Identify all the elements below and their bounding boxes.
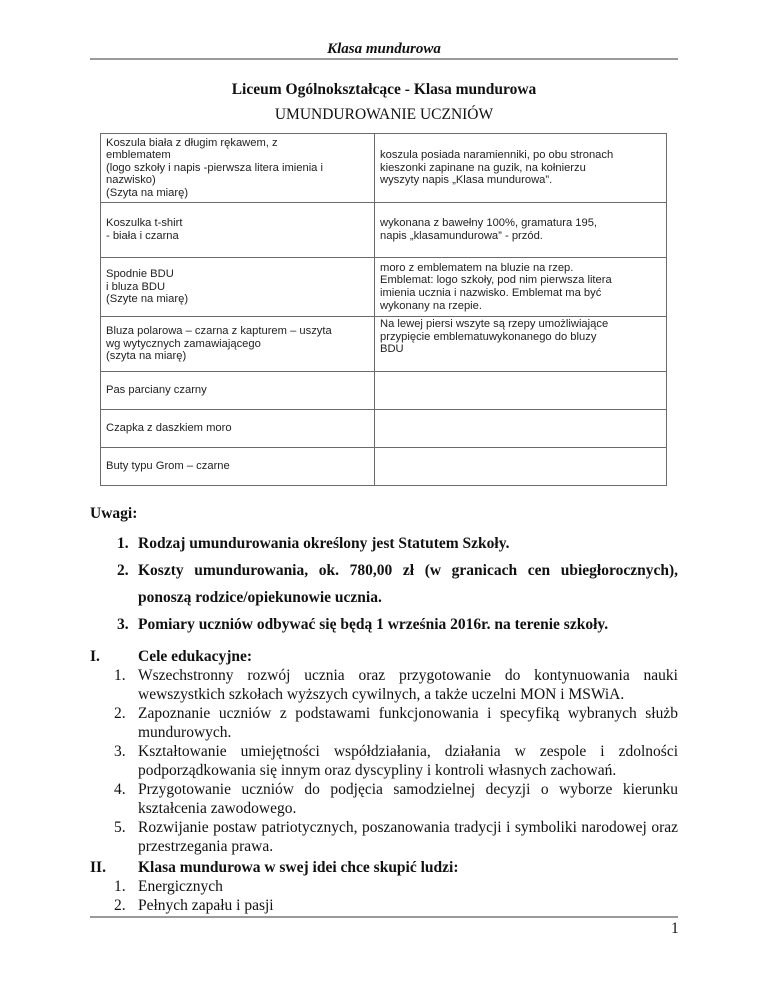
table-row bbox=[101, 410, 667, 448]
cell-line: wyszyty napis „Klasa mundurowa”. bbox=[380, 174, 553, 187]
list-item-number: 1. bbox=[114, 667, 126, 684]
section-heading bbox=[90, 858, 678, 877]
section-number: I. bbox=[90, 648, 100, 665]
cell-line: wykonana z bawełny 100%, gramatura 195, bbox=[380, 217, 598, 230]
note-text: Koszty umundurowania, ok. 780,00 zł (w granicach cen ubiegłorocznych), ponoszą rodzice/opiekunowie ucznia. bbox=[138, 562, 678, 606]
cell-line: koszula posiada naramienniki, po obu stronach bbox=[380, 149, 614, 162]
cell-line: Czapka z daszkiem moro bbox=[106, 422, 232, 435]
note-text: Pomiary uczniów odbywać się będą 1 września 2016r. na terenie szkoły. bbox=[138, 616, 609, 633]
list-item-text: Zapoznanie uczniów z podstawami funkcjonowania i specyfiką wybranych służb mundurowych. bbox=[138, 705, 678, 741]
cell-line: Na lewej piersi wszyte są rzepy umożliwiające bbox=[380, 318, 609, 330]
description-cell bbox=[375, 410, 667, 448]
cell-line: - biała i czarna bbox=[106, 230, 179, 242]
cell-line: imienia ucznia i nazwisko. Emblemat ma być bbox=[380, 287, 602, 299]
list-item-number: 1. bbox=[114, 878, 126, 895]
cell-line: i bluza BDU bbox=[106, 280, 166, 293]
list-item-number: 2. bbox=[114, 897, 126, 914]
cell-line: wg wytycznych zamawiającego bbox=[106, 337, 261, 350]
item-cell bbox=[101, 317, 375, 372]
description-cell bbox=[375, 317, 667, 372]
list-item-text: Wszechstronny rozwój ucznia oraz przygotowanie do kontynuowania nauki wewszystkich szkołach wyższych cywilnych, a także uczelni MON i MSWiA. bbox=[138, 667, 678, 703]
cell-line: moro z emblematem na bluzie na rzep. bbox=[380, 261, 574, 274]
note-number: 2. bbox=[117, 562, 129, 579]
item-cell bbox=[101, 258, 375, 317]
section-heading bbox=[90, 647, 678, 666]
section-title: Klasa mundurowa w swej idei chce skupić ludzi: bbox=[138, 859, 459, 876]
cell-line: Pas parciany czarny bbox=[106, 384, 207, 397]
item-cell bbox=[101, 410, 375, 448]
running-header: Klasa mundurowa bbox=[327, 41, 441, 57]
item-cell bbox=[101, 203, 375, 258]
table-row bbox=[101, 258, 667, 317]
cell-line: (Szyte na miarę) bbox=[106, 293, 189, 306]
cell-line: Spodnie BDU bbox=[106, 268, 174, 281]
cell-line: emblematem bbox=[106, 149, 171, 162]
list-item bbox=[90, 896, 678, 915]
document-subtitle: UMUNDUROWANIE UCZNIÓW bbox=[274, 106, 494, 123]
cell-line: BDU bbox=[380, 343, 404, 356]
table-row bbox=[101, 317, 667, 372]
description-cell bbox=[375, 134, 667, 203]
list-item-number: 3. bbox=[114, 743, 126, 760]
list-item bbox=[90, 666, 678, 704]
cell-line: (logo szkoły i napis -pierwsza litera imienia i bbox=[106, 161, 323, 174]
list-item-text: Kształtowanie umiejętności współdziałania, działania w zespole i zdolności podporządkowania się innym oraz dyscypliny i kontroli własnych zachowań. bbox=[138, 743, 678, 779]
list-item bbox=[90, 818, 678, 856]
cell-line: wykonany na rzepie. bbox=[380, 299, 482, 312]
cell-line: napis „klasamundurowa” - przód. bbox=[380, 230, 543, 242]
cell-line: (Szyta na miarę) bbox=[106, 186, 189, 199]
description-cell bbox=[375, 372, 667, 410]
list-item-number: 2. bbox=[114, 705, 126, 722]
footer-rule bbox=[90, 916, 678, 918]
cell-line: nazwisko) bbox=[106, 174, 156, 187]
description-cell bbox=[375, 448, 667, 486]
note-item bbox=[90, 557, 678, 611]
list-item bbox=[90, 742, 678, 780]
list-item-text: Przygotowanie uczniów do podjęcia samodzielnej decyzji o wyborze kierunku kształcenia zawodowego. bbox=[138, 781, 678, 817]
cell-line: Koszula biała z długim rękawem, z bbox=[106, 136, 278, 149]
section-target-people bbox=[90, 858, 678, 915]
list-item-text: Pełnych zapału i pasji bbox=[138, 897, 274, 914]
description-cell bbox=[375, 203, 667, 258]
list-item bbox=[90, 704, 678, 742]
uniform-table bbox=[100, 133, 667, 486]
table-row bbox=[101, 203, 667, 258]
note-item bbox=[90, 611, 678, 638]
page-number: 1 bbox=[671, 920, 679, 937]
note-item bbox=[90, 530, 678, 557]
item-cell bbox=[101, 448, 375, 486]
section-educational-goals bbox=[90, 647, 678, 856]
cell-line: kieszonki zapinane na guzik, na kołnierzu bbox=[380, 161, 586, 174]
list-item bbox=[90, 877, 678, 896]
table-row bbox=[101, 372, 667, 410]
note-text: Rodzaj umundurowania określony jest Statutem Szkoły. bbox=[138, 535, 510, 552]
cell-line: Koszulka t-shirt bbox=[106, 217, 183, 230]
header-rule bbox=[90, 58, 678, 60]
cell-line: Bluza polarowa – czarna z kapturem – uszyta bbox=[106, 325, 332, 338]
list-item-number: 4. bbox=[114, 781, 126, 798]
cell-line: Buty typu Grom – czarne bbox=[106, 460, 230, 473]
document-title: Liceum Ogólnokształcące - Klasa mundurowa bbox=[231, 81, 537, 98]
cell-line: (szyta na miarę) bbox=[106, 350, 187, 363]
section-title: Cele edukacyjne: bbox=[138, 648, 253, 665]
description-cell bbox=[375, 258, 667, 317]
section-number: II. bbox=[90, 859, 106, 876]
list-item bbox=[90, 780, 678, 818]
list-item-text: Rozwijanie postaw patriotycznych, poszanowania tradycji i symboliki narodowej oraz przestrzegania prawa. bbox=[138, 819, 678, 855]
list-item-number: 5. bbox=[114, 819, 126, 836]
cell-line: Emblemat: logo szkoły, pod nim pierwsza litera bbox=[380, 274, 612, 287]
list-item-text: Energicznych bbox=[138, 878, 223, 895]
notes-list bbox=[90, 530, 678, 638]
item-cell bbox=[101, 134, 375, 203]
cell-line: przypięcie emblematuwykonanego do bluzy bbox=[380, 330, 597, 343]
item-cell bbox=[101, 372, 375, 410]
table-row bbox=[101, 448, 667, 486]
notes-heading: Uwagi: bbox=[90, 505, 138, 522]
note-number: 1. bbox=[117, 535, 129, 552]
table-row bbox=[101, 134, 667, 203]
note-number: 3. bbox=[117, 616, 129, 633]
